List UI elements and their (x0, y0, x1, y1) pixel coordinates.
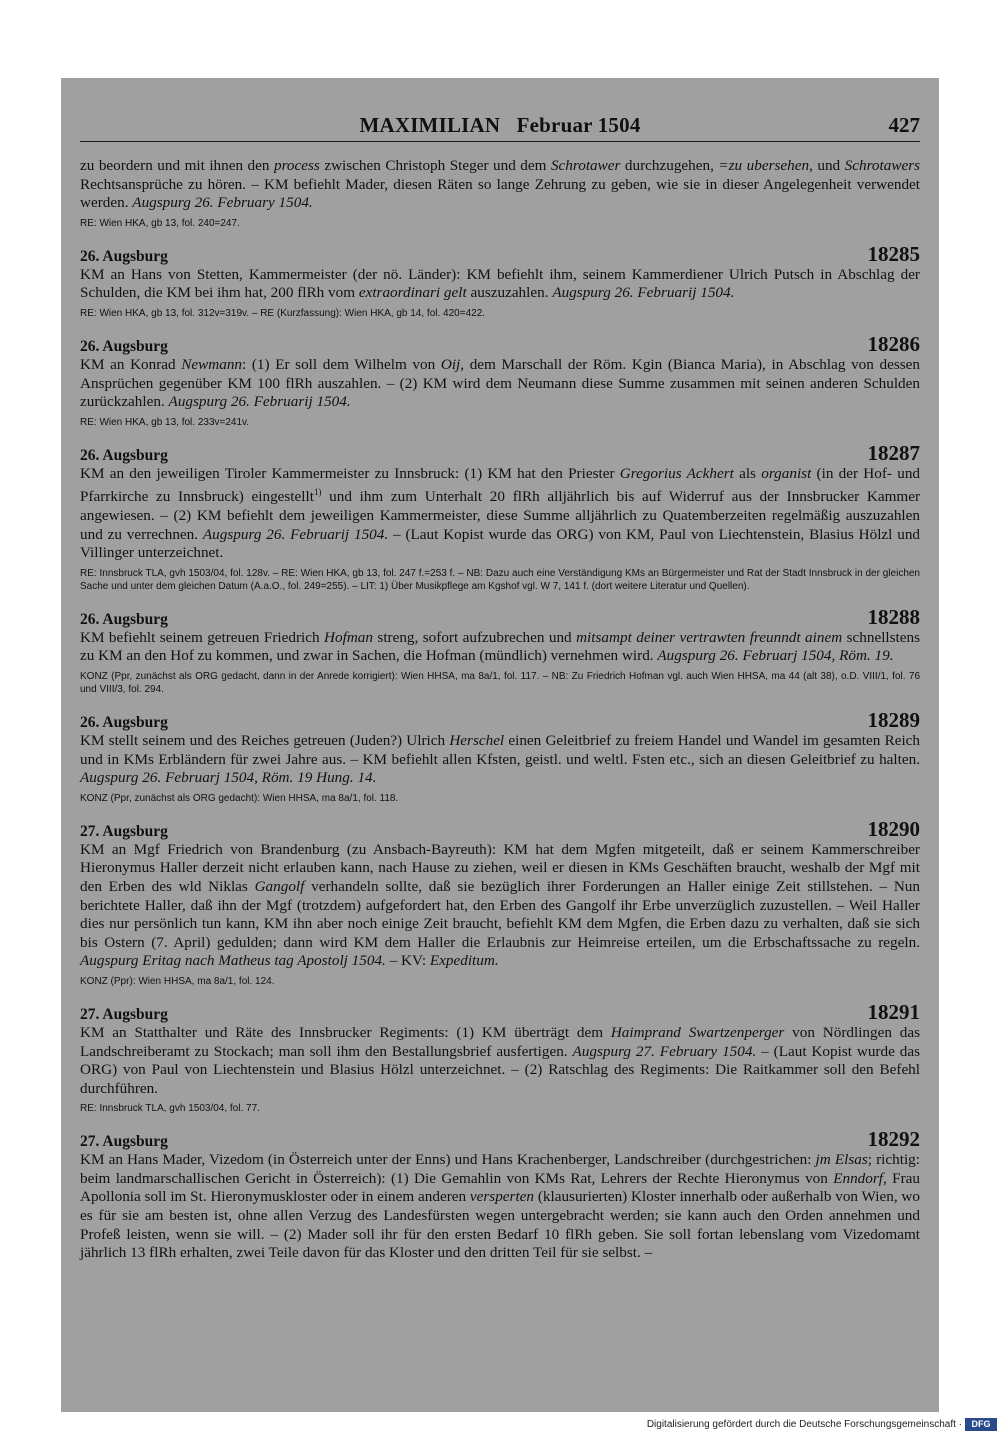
entry-text (80, 841, 920, 971)
text-run: streng, sofort aufzubrechen und (372, 628, 577, 646)
entry-heading (80, 999, 920, 1024)
italic-text: Augspurg 26. Februarj 1504, Röm. 19. (657, 647, 894, 665)
entry-date: 26. Augsburg (80, 713, 168, 731)
text-run: durchzugehen, (620, 157, 719, 174)
text-run: , Frau Apollonia soll im St. Hieronymuskloster oder in einem anderen (80, 1169, 920, 1206)
continuation-block (80, 157, 920, 230)
entry-date: 26. Augsburg (80, 337, 168, 355)
text-run: KM an Hans von Stetten, Kammermeister (der nö. Länder): KM befiehlt ihm, seinem Kammerdiener Ulrich Putsch in Abschlag der Schulden, die KM bei ihm hat, 200 flRh vom (80, 265, 920, 302)
entry-text (80, 465, 920, 563)
entry-date: 26. Augsburg (80, 446, 168, 464)
document-page (61, 78, 939, 1412)
text-run: ; richtig: beim landmarschallischen Gericht in Österreich): (1) Die Gemahlin von KMs Rat, Lehrers der Rechte Hieronymus von (80, 1151, 920, 1187)
text-run: und ihm zum Unterhalt 20 flRh alljährlich bis auf Widerruf aus der Innsbrucker Kammer angewiesen. – (2) KM befiehlt dem jeweiligen Kammermeister, diese Summe alljährlich zu Quatemberzeiten regelmäßig auszuzahlen und zu verrechnen. (80, 488, 920, 543)
text-run: KM an Hans Mader, Vizedom (in Österreich unter der Enns) und Hans Krachenberger, Landschreiber (durchgestrichen: (80, 1151, 816, 1169)
entry-date: 26. Augsburg (80, 247, 168, 265)
entry-heading (80, 604, 920, 629)
entry-date: 27. Augsburg (80, 1133, 168, 1151)
entry-reference: KONZ (Ppr): Wien HHSA, ma 8a/1, fol. 124. (80, 975, 275, 987)
footer-credit: Digitalisierung gefördert durch die Deutsche Forschungsgemeinschaft · (646, 1419, 962, 1430)
text-run: – KV: (385, 952, 430, 970)
dfg-logo: DFG (965, 1418, 997, 1431)
entry-reference: RE: Innsbruck TLA, gvh 1503/04, fol. 77. (80, 1103, 260, 1115)
regest-entry (80, 1127, 920, 1263)
entry-date: 27. Augsburg (80, 822, 168, 840)
italic-text: extraordinari gelt (358, 284, 467, 302)
entry-heading (80, 440, 920, 465)
text-run: KM befiehlt seinem getreuen Friedrich (80, 628, 325, 646)
text-run: KM an Mgf Friedrich von Brandenburg (zu Ansbach-Bayreuth): KM hat dem Mgfen mitgeteilt, daß er seinem Kammerschreiber Hieronymus Haller derzeit nicht erlauben kann, nach Hause zu ziehen, weil er diesen in KMs Geschäften braucht, weshalb der Mgf mit den Erben des wld Niklas (80, 840, 920, 895)
entry-text (80, 1151, 920, 1263)
text-run: Rechtsansprüche zu hören. – KM befiehlt Mader, diesen Räten so lange Zehrung zu geben, wie sie in dieser Angelegenheit verwendet werden. (80, 175, 920, 212)
entry-heading (80, 707, 920, 732)
text-run: : (1) Er soll dem Wilhelm von (242, 355, 441, 373)
text-run: schnellstens zu KM an den Hof zu kommen, und zwar in Sachen, die Hofman (mündlich) vernehmen wird. (80, 628, 921, 665)
italic-text: Augspurg Eritag nach Matheus tag Apostolj 1504. (80, 952, 386, 970)
italic-text: mitsampt deiner vertrawten freunndt ainem (576, 628, 843, 646)
italic-text: Schrotawer (550, 157, 621, 174)
entry-number: 18288 (867, 604, 920, 629)
entry-heading (80, 331, 920, 356)
text-run: zu beordern und mit ihnen den (80, 157, 274, 174)
text-run: KM an den jeweiligen Tiroler Kammermeister zu Innsbruck: (1) KM hat den Priester (80, 464, 620, 482)
italic-text: Herschel (449, 731, 505, 749)
italic-text: Oij (440, 355, 461, 373)
italic-text: Augspurg 26. Februarij 1504. (202, 525, 389, 543)
regest-entry (80, 241, 920, 320)
italic-text: versperten (469, 1188, 535, 1206)
entry-reference: KONZ (Ppr, zunächst als ORG gedacht, dann in der Anrede korrigiert): Wien HHSA, ma 8a/1, fol. 117. – NB: Zu Friedrich Hofman vgl. auch Wien HHSA, ma 44 (alt 38), o.D. VIII/1, fol. 76 und VIII/3, fol. 294. (80, 670, 920, 695)
document-body (80, 157, 920, 1263)
entry-text (80, 629, 920, 666)
text-run: , dem Marschall der Röm. Kgin (Bianca Maria), in Abschlag von dessen Ansprüchen gegenüber KM 100 flRh auszahlen. – (2) KM wird dem Neumann diese Summe zusammen mit seinen anderen Schulden zurückzahlen. (80, 355, 920, 411)
italic-text: Augspurg 27. February 1504. (572, 1042, 757, 1060)
italic-text: Haimprand Swartzenperger (610, 1023, 785, 1041)
italic-text: Enndorf (833, 1169, 883, 1187)
text-run: – (Laut Kopist wurde das ORG) von Paul von Liechtenstein und Blasius Hölzl unterzeichnet. – (2) Ratschlag des Regiments: Die Raitkammer soll den Befehl durchführen. (80, 1042, 920, 1097)
entry-heading (80, 241, 920, 266)
italic-text: Newmann (181, 355, 243, 373)
italic-text: Gangolf (254, 877, 305, 895)
regest-entry (80, 440, 921, 593)
regest-entry (80, 604, 921, 696)
entry-number: 18285 (867, 241, 920, 266)
text-run: (in der Hof- und Pfarrkirche zu Innsbruck) eingestellt (80, 464, 921, 506)
continuation-reference: RE: Wien HKA, gb 13, fol. 240=247. (80, 217, 240, 229)
continuation-text (80, 157, 920, 213)
entry-text (80, 732, 920, 788)
page-footer (0, 1418, 1000, 1434)
italic-text: organist (761, 464, 812, 482)
entry-list (80, 241, 921, 1263)
header-title: MAXIMILIAN Februar 1504 (359, 113, 641, 137)
entry-reference: KONZ (Ppr, zunächst als ORG gedacht): Wien HHSA, ma 8a/1, fol. 118. (80, 792, 399, 804)
entry-number: 18286 (867, 331, 920, 356)
entry-number: 18290 (867, 816, 920, 841)
regest-entry (80, 999, 921, 1115)
italic-text: jm Elsas (815, 1151, 868, 1169)
running-header (80, 111, 920, 142)
entry-date: 26. Augsburg (80, 610, 168, 628)
page-number: 427 (888, 113, 920, 137)
entry-reference: RE: Innsbruck TLA, gvh 1503/04, fol. 128v. – RE: Wien HKA, gb 13, fol. 247 f.=253 f. – NB: Dazu auch eine Verständigung KMs an Bürgermeister und Rat der Stadt Innsbruck in der gleichen Sache und unter dem gleichen Datum (A.a.O., fol. 249=255). – LIT: 1) Über Musikpflege am Kgshof vgl. W 7, 141 f. (dort weitere Literatur und Quellen). (80, 567, 920, 592)
footnote-marker: 1) (313, 487, 322, 498)
text-run: auszuzahlen. (466, 284, 553, 302)
entry-reference: RE: Wien HKA, gb 13, fol. 312v=319v. – RE (Kurzfassung): Wien HKA, gb 14, fol. 420=422. (80, 307, 486, 319)
entry-heading (80, 1127, 920, 1152)
italic-text: Gregorius Ackhert (619, 464, 734, 482)
regest-entry (80, 331, 920, 429)
italic-text: process (273, 157, 320, 174)
entry-text (80, 266, 920, 303)
entry-reference: RE: Wien HKA, gb 13, fol. 233v=241v. (80, 416, 250, 428)
text-run: verhandeln sollte, daß sie bezüglich ihrer Forderungen an Haller einige Zeit stillstehen. – Nun berichtete Haller, daß ihn der Mgf (trotzdem) aufgefordert hat, den Erben des Gangolf ihr Erbe unverzüglich zuzustellen. – Weil Haller dies nur persönlich tun kann, KM ihn aber noch einige Zeit braucht, befiehlt KM dem Mgfen, die Erben dazu zu verhalten, daß sie sich bis Ostern (7. April) gedulden; dann wird KM dem Haller die Erlaubnis zur Heimreise erteilen, um die Erbschaftssache zu regeln. (80, 877, 920, 951)
text-run: zwischen Christoph Steger und dem (319, 157, 551, 174)
text-run: von Nördlingen das Landschreiberamt zu Stockach; man soll ihm den Bestallungsbrief ausfertigen. (80, 1023, 921, 1060)
regest-entry (80, 707, 920, 805)
text-run: KM an Konrad (80, 355, 182, 373)
text-run: KM an Statthalter und Räte des Innsbrucker Regiments: (1) KM überträgt dem (80, 1023, 611, 1041)
entry-heading (80, 816, 920, 841)
text-run: als (733, 464, 762, 482)
text-run: KM stellt seinem und des Reiches getreuen (Juden?) Ulrich (80, 731, 450, 749)
entry-number: 18292 (867, 1127, 920, 1152)
entry-text (80, 1024, 920, 1098)
text-run: einen Geleitbrief zu freiem Handel und Wandel im gesamten Reich und in KMs Erbländern für zwei Jahre aus. – KM befiehlt allen Kfsten, geistl. und weltl. Fsten etc., sich an diesen Geleitbrief zu halten. (80, 731, 920, 768)
italic-text: Augspurg 26. Februarij 1504. (552, 284, 735, 302)
regest-entry (80, 816, 920, 988)
entry-date: 27. Augsburg (80, 1005, 168, 1023)
italic-text: Augspurg 26. Februarj 1504, Röm. 19 Hung. 14. (80, 769, 377, 787)
entry-number: 18291 (867, 999, 920, 1024)
entry-text (80, 356, 920, 412)
italic-text: =zu ubersehen (718, 157, 810, 174)
text-run: – (Laut Kopist wurde das ORG) von KM, Paul von Liechtenstein, Blasius Hölzl und Villinger unterzeichnet. (80, 525, 921, 562)
italic-text: Augspurg 26. Februarij 1504. (168, 393, 351, 411)
italic-text: Augspurg 26. February 1504. (132, 194, 313, 212)
entry-number: 18289 (867, 707, 920, 732)
italic-text: Expeditum. (429, 952, 499, 970)
text-run: (klausurierten) Kloster innerhalb oder außerhalb von Wien, wo es für sie am besten ist, ohne allen Verzug des Landesfürsten wegen untergebracht werden; sie kann auch den Orden annehmen und Profeß leisten, wenn sie will. – (2) Mader soll ihr für den ersten Bedarf 10 flRh geben. Sie soll fortan lebenslang vom Vizedomamt jährlich 13 flRh erhalten, zwei Teile davon für das Kloster und den dritten Teil für sie selbst. – (80, 1188, 920, 1262)
entry-number: 18287 (867, 440, 920, 465)
text-run: , und (809, 157, 845, 174)
italic-text: Hofman (324, 628, 373, 646)
italic-text: Schrotawers (844, 157, 921, 174)
